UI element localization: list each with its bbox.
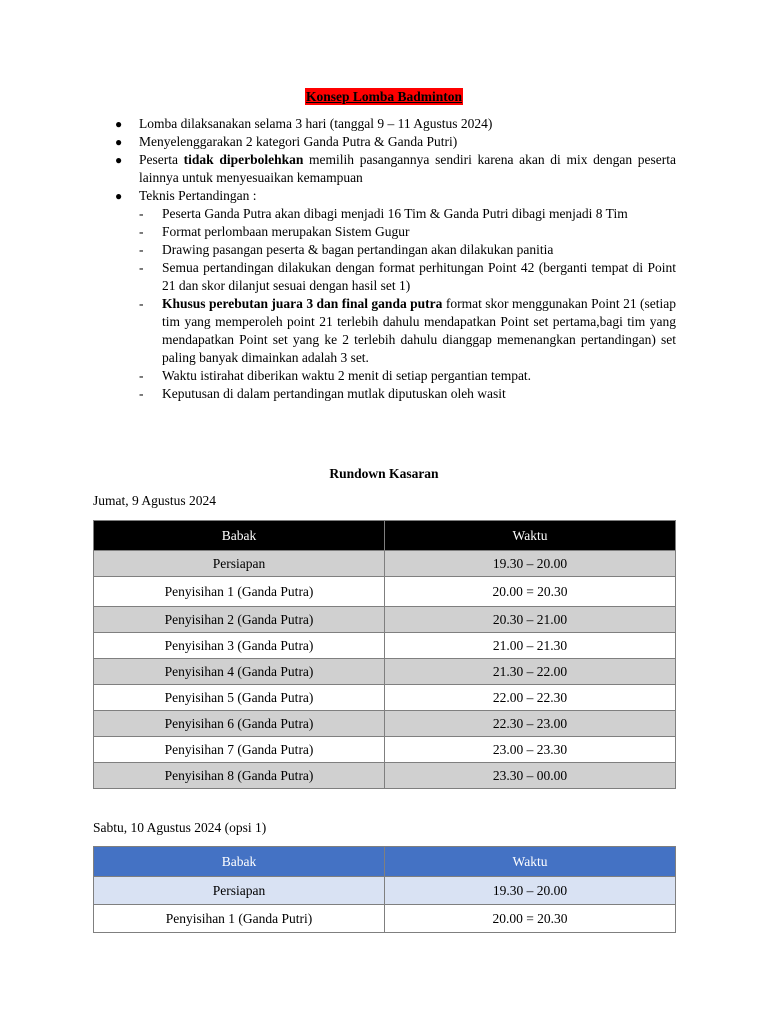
dash-icon: - bbox=[139, 224, 144, 239]
dash-icon: - bbox=[139, 368, 144, 383]
table-row bbox=[94, 685, 676, 711]
bullet-dot-icon: ● bbox=[115, 117, 123, 131]
teknis-item bbox=[139, 223, 676, 241]
cell-waktu: 21.30 – 22.00 bbox=[385, 659, 676, 685]
dash-icon: - bbox=[139, 386, 144, 401]
cell-babak: Persiapan bbox=[94, 551, 385, 577]
cell-waktu: 22.00 – 22.30 bbox=[385, 685, 676, 711]
cell-babak: Penyisihan 6 (Ganda Putra) bbox=[94, 711, 385, 737]
teknis-text: Peserta Ganda Putra akan dibagi menjadi 16 Tim & Ganda Putri dibagi menjadi 8 Tim bbox=[162, 206, 628, 221]
day1-label: Jumat, 9 Agustus 2024 bbox=[93, 493, 217, 508]
cell-babak: Penyisihan 4 (Ganda Putra) bbox=[94, 659, 385, 685]
bullet-dot-icon: ● bbox=[115, 135, 123, 149]
teknis-text: Keputusan di dalam pertandingan mutlak diputuskan oleh wasit bbox=[162, 386, 506, 401]
teknis-text: Semua pertandingan dilakukan dengan format perhitungan Point 42 (berganti tempat di Point 21 dan skor dilanjut sesuai dengan hasil set 1) bbox=[162, 260, 676, 293]
teknis-text: Drawing pasangan peserta & bagan pertandingan akan dilakukan panitia bbox=[162, 242, 554, 257]
table-row bbox=[94, 711, 676, 737]
teknis-item bbox=[139, 205, 676, 223]
cell-waktu: 20.00 = 20.30 bbox=[385, 577, 676, 607]
teknis-text: Format perlombaan merupakan Sistem Gugur bbox=[162, 224, 410, 239]
header-babak: Babak bbox=[94, 847, 385, 877]
header-babak: Babak bbox=[94, 521, 385, 551]
bullet-dot-icon: ● bbox=[115, 153, 123, 167]
table-header-row bbox=[94, 847, 676, 877]
table-row bbox=[94, 905, 676, 933]
header-waktu: Waktu bbox=[385, 521, 676, 551]
teknis-text-bold: Khusus perebutan juara 3 dan final ganda putra bbox=[162, 296, 443, 311]
header-waktu: Waktu bbox=[385, 847, 676, 877]
table-row bbox=[94, 607, 676, 633]
table-row bbox=[94, 659, 676, 685]
bullet-item bbox=[92, 133, 676, 151]
bullet-text: Lomba dilaksanakan selama 3 hari (tanggal 9 – 11 Agustus 2024) bbox=[139, 116, 493, 131]
teknis-text: Waktu istirahat diberikan waktu 2 menit di setiap pergantian tempat. bbox=[162, 368, 532, 383]
dash-icon: - bbox=[139, 296, 144, 311]
bullet-item bbox=[92, 115, 676, 133]
bullet-dot-icon: ● bbox=[115, 189, 123, 203]
cell-waktu: 19.30 – 20.00 bbox=[385, 551, 676, 577]
teknis-item bbox=[139, 367, 676, 385]
cell-babak: Penyisihan 1 (Ganda Putra) bbox=[94, 577, 385, 607]
table-header-row bbox=[94, 521, 676, 551]
cell-waktu: 20.30 – 21.00 bbox=[385, 607, 676, 633]
cell-waktu: 19.30 – 20.00 bbox=[385, 877, 676, 905]
table-row bbox=[94, 737, 676, 763]
teknis-item bbox=[139, 241, 676, 259]
table-row bbox=[94, 551, 676, 577]
bullet-text: Menyelenggarakan 2 kategori Ganda Putra & Ganda Putri) bbox=[139, 134, 458, 149]
cell-waktu: 23.30 – 00.00 bbox=[385, 763, 676, 789]
table-row bbox=[94, 877, 676, 905]
table-row bbox=[94, 633, 676, 659]
bullet-item bbox=[92, 151, 676, 187]
document-title: Konsep Lomba Badminton bbox=[305, 89, 463, 104]
day2-schedule-table bbox=[93, 846, 676, 933]
dash-icon: - bbox=[139, 206, 144, 221]
bullet-item bbox=[92, 187, 676, 403]
cell-waktu: 20.00 = 20.30 bbox=[385, 905, 676, 933]
cell-babak: Penyisihan 3 (Ganda Putra) bbox=[94, 633, 385, 659]
teknis-list bbox=[139, 205, 676, 403]
teknis-text-post: format skor menggunakan Point 21 (setiap tim yang memperoleh point 21 terlebih dahulu mendapatkan Point set pertama,bagi tim yang mendapatkan Point set yang ke 2 terlebih dahulu dianggap memenangkan pertandingan) set paling banyak dimainkan adalah 3 set. bbox=[162, 296, 676, 365]
cell-waktu: 21.00 – 21.30 bbox=[385, 633, 676, 659]
cell-babak: Penyisihan 5 (Ganda Putra) bbox=[94, 685, 385, 711]
table-row bbox=[94, 577, 676, 607]
day1-schedule-table bbox=[93, 520, 676, 789]
teknis-item bbox=[139, 385, 676, 403]
teknis-item bbox=[139, 295, 676, 367]
teknis-item bbox=[139, 259, 676, 295]
cell-babak: Penyisihan 7 (Ganda Putra) bbox=[94, 737, 385, 763]
table-row bbox=[94, 763, 676, 789]
cell-babak: Penyisihan 2 (Ganda Putra) bbox=[94, 607, 385, 633]
bullet-text-pre: Peserta bbox=[139, 152, 184, 167]
title-wrap bbox=[0, 88, 768, 106]
cell-babak: Persiapan bbox=[94, 877, 385, 905]
bullet-text-bold: tidak diperbolehkan bbox=[183, 152, 304, 167]
day2-label: Sabtu, 10 Agustus 2024 (opsi 1) bbox=[93, 820, 267, 835]
cell-waktu: 22.30 – 23.00 bbox=[385, 711, 676, 737]
concept-bullet-list bbox=[92, 115, 676, 403]
bullet-text: Teknis Pertandingan : bbox=[139, 188, 257, 203]
cell-babak: Penyisihan 1 (Ganda Putri) bbox=[94, 905, 385, 933]
rundown-title: Rundown Kasaran bbox=[329, 466, 439, 481]
cell-waktu: 23.00 – 23.30 bbox=[385, 737, 676, 763]
dash-icon: - bbox=[139, 242, 144, 257]
cell-babak: Penyisihan 8 (Ganda Putra) bbox=[94, 763, 385, 789]
dash-icon: - bbox=[139, 260, 144, 275]
bullet-text-post: memilih pasangannya sendiri karena akan di mix dengan peserta lainnya untuk menyesuaikan kemampuan bbox=[139, 152, 676, 185]
